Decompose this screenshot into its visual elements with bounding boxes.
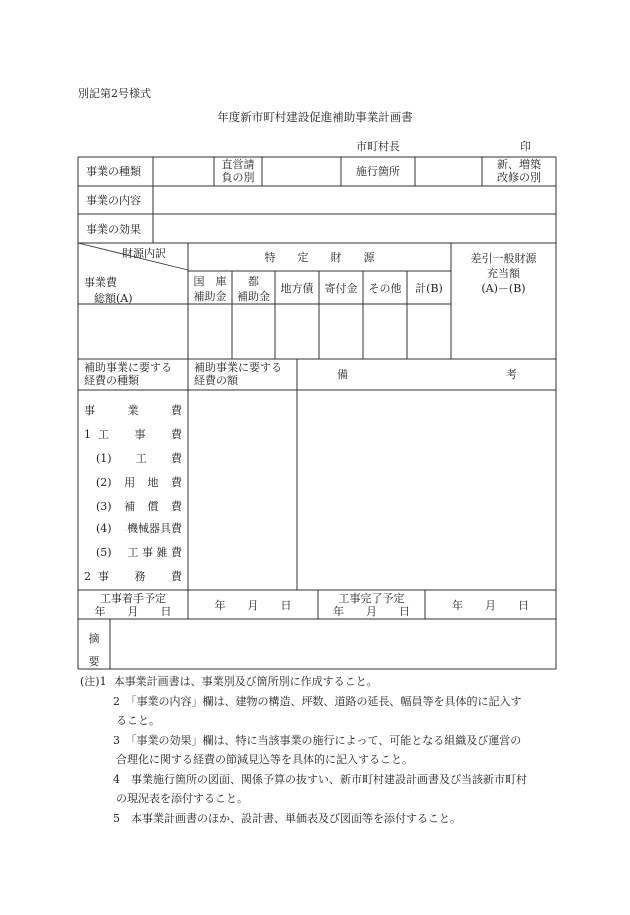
end-date-label: 工事完了予定 年 月 日 — [333, 592, 410, 618]
expense-item: (4) 機械器具費 — [96, 522, 182, 535]
expense-item: 事 業 費 — [84, 404, 182, 417]
remarks-header-left: 備 — [337, 368, 348, 381]
notes: (注)1 本事業計画書は、事業別及び箇所別に作成すること。 2 「事業の内容」欄は、建物の構造、坪数、道路の延長、幅員等を具体的に記入す ること。 3 「事業の効果」欄は、特に当該事業の施行によって、可能となる組織及び運営の 合理化に関する経費の節減見込等を具体的に記入すること。 4 事業施行箇所の図面、関係予算の抜すい、新市町村建設計画書及び当該新市町村 の現況表を添付すること。 5 本事業計画書のほか、設計書、単価表及び図面等を添付すること。 — [80, 675, 527, 825]
local-bonds-label: 地方債 — [280, 282, 314, 295]
content-label: 事業の内容 — [86, 194, 141, 207]
location-label: 施行箇所 — [356, 165, 400, 178]
direct-or-contract-label: 直営請 負の別 — [221, 158, 255, 184]
expense-item: (3) 補 償 費 — [96, 500, 182, 513]
end-date-value: 年 月 日 — [452, 599, 529, 612]
expense-item: (5) 工 事 雑 費 — [96, 546, 182, 559]
summary-label: 摘 要 — [88, 632, 100, 668]
issuer-label: 市町村長 — [356, 140, 400, 153]
special-sources-label: 特 定 財 源 — [264, 251, 375, 264]
remarks-header-right: 考 — [506, 368, 517, 381]
expense-item: 1 工 事 費 — [84, 428, 182, 441]
new-or-expand-label: 新、増築 改修の別 — [497, 158, 541, 184]
effect-label: 事業の効果 — [86, 223, 141, 236]
total-b-label: 計(B) — [415, 282, 443, 295]
breakdown-label: 財源内訳 — [122, 247, 166, 260]
general-funds-label: 差引一般財源 充当額 (A)－(B) — [470, 252, 537, 295]
project-type-label: 事業の種類 — [86, 165, 141, 178]
seal-mark: 印 — [520, 140, 531, 153]
prefectural-subsidy-label: 都 補助金 — [237, 275, 270, 303]
form-label: 別記第2号様式 — [78, 87, 151, 100]
page-title: 年度新市町村建設促進補助事業計画書 — [217, 110, 413, 124]
start-date-label: 工事着手予定 年 月 日 — [94, 592, 172, 618]
expense-item: 2 事 務 費 — [84, 570, 182, 583]
total-cost-label: 事業費 総額(A) — [84, 276, 133, 305]
national-subsidy-label: 国 庫 補助金 — [193, 275, 227, 303]
expense-item: (1) 工 費 — [96, 452, 182, 465]
expense-type-header: 補助事業に要する 経費の種類 — [84, 361, 172, 387]
expense-amount-header: 補助事業に要する 経費の額 — [194, 361, 282, 387]
start-date-value: 年 月 日 — [214, 599, 292, 612]
other-label: その他 — [368, 282, 402, 295]
expense-item: (2) 用 地 費 — [96, 476, 182, 489]
donations-label: 寄付金 — [324, 282, 358, 295]
